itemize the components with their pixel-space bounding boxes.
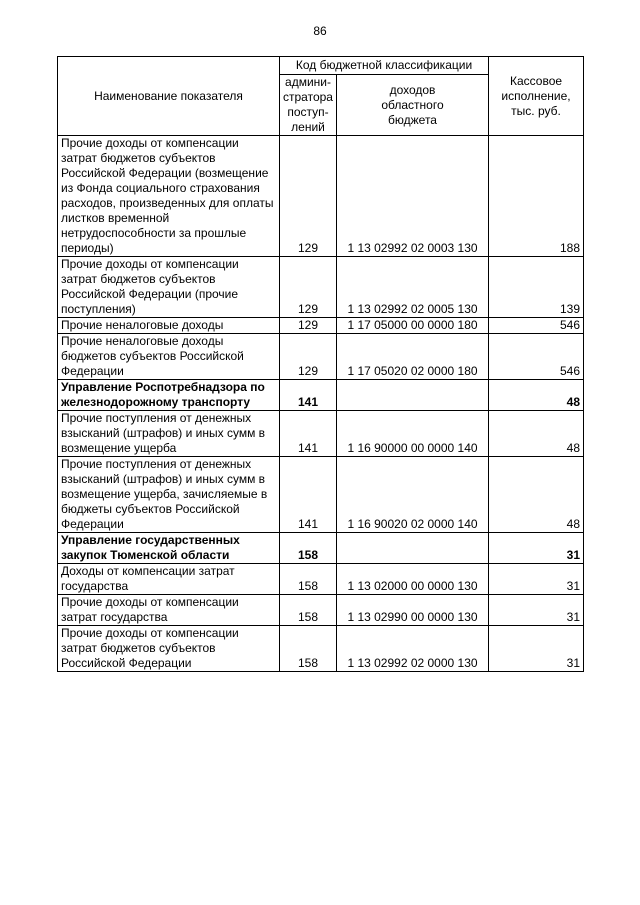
table-header [58, 57, 584, 136]
cell-sum: 31 [489, 533, 584, 564]
cell-admin-code: 129 [280, 136, 337, 257]
cell-name: Прочие доходы от компенсации затрат бюджетов субъектов Российской Федерации (возмещение из Фонда социального страхования расходов, произведенных для оплаты листков временной нетрудоспособности за прошлые периоды) [58, 136, 280, 257]
table-row [58, 533, 584, 564]
cell-income-code [337, 533, 489, 564]
cell-name: Прочие неналоговые доходы бюджетов субъектов Российской Федерации [58, 334, 280, 380]
cell-income-code: 1 17 05020 02 0000 180 [337, 334, 489, 380]
cell-sum: 31 [489, 595, 584, 626]
cell-name: Прочие поступления от денежных взысканий (штрафов) и иных сумм в возмещение ущерба, зачисляемые в бюджеты субъектов Российской Федерации [58, 457, 280, 533]
cell-sum: 546 [489, 334, 584, 380]
cell-admin-code: 158 [280, 533, 337, 564]
cell-admin-code: 158 [280, 626, 337, 672]
cell-name: Управление Роспотребнадзора по железнодорожному транспорту [58, 380, 280, 411]
cell-admin-code: 141 [280, 457, 337, 533]
cell-admin-code: 158 [280, 595, 337, 626]
cell-name: Прочие поступления от денежных взысканий (штрафов) и иных сумм в возмещение ущерба [58, 411, 280, 457]
cell-income-code: 1 13 02992 02 0005 130 [337, 257, 489, 318]
cell-income-code: 1 17 05000 00 0000 180 [337, 318, 489, 334]
table-row [58, 457, 584, 533]
cell-sum: 546 [489, 318, 584, 334]
cell-name: Доходы от компенсации затрат государства [58, 564, 280, 595]
cell-admin-code: 141 [280, 411, 337, 457]
header-classification-group: Код бюджетной классификации [280, 57, 489, 75]
cell-name: Прочие доходы от компенсации затрат бюджетов субъектов Российской Федерации (прочие поступления) [58, 257, 280, 318]
cell-admin-code: 129 [280, 257, 337, 318]
page-number: 86 [313, 24, 327, 38]
cell-name: Прочие доходы от компенсации затрат государства [58, 595, 280, 626]
table-row [58, 257, 584, 318]
table-body [58, 136, 584, 672]
table-row [58, 380, 584, 411]
cell-sum: 48 [489, 411, 584, 457]
cell-sum: 31 [489, 564, 584, 595]
cell-sum: 139 [489, 257, 584, 318]
header-code: доходов областного бюджета [337, 75, 489, 136]
cell-income-code: 1 13 02990 00 0000 130 [337, 595, 489, 626]
cell-income-code: 1 16 90000 00 0000 140 [337, 411, 489, 457]
cell-sum: 48 [489, 457, 584, 533]
cell-income-code: 1 13 02992 02 0000 130 [337, 626, 489, 672]
cell-sum: 48 [489, 380, 584, 411]
table-row [58, 595, 584, 626]
cell-income-code [337, 380, 489, 411]
cell-name: Управление государственных закупок Тюменской области [58, 533, 280, 564]
table-row [58, 411, 584, 457]
cell-sum: 188 [489, 136, 584, 257]
cell-name: Прочие доходы от компенсации затрат бюджетов субъектов Российской Федерации [58, 626, 280, 672]
cell-name: Прочие неналоговые доходы [58, 318, 280, 334]
cell-admin-code: 129 [280, 334, 337, 380]
table-row [58, 136, 584, 257]
table-row [58, 334, 584, 380]
cell-admin-code: 158 [280, 564, 337, 595]
cell-income-code: 1 16 90020 02 0000 140 [337, 457, 489, 533]
cell-sum: 31 [489, 626, 584, 672]
cell-income-code: 1 13 02992 02 0003 130 [337, 136, 489, 257]
header-sum: Кассовое исполнение, тыс. руб. [489, 57, 584, 136]
cell-income-code: 1 13 02000 00 0000 130 [337, 564, 489, 595]
header-name: Наименование показателя [58, 57, 280, 136]
cell-admin-code: 141 [280, 380, 337, 411]
table-row [58, 626, 584, 672]
cell-admin-code: 129 [280, 318, 337, 334]
table-row [58, 318, 584, 334]
table-row [58, 564, 584, 595]
budget-table [57, 56, 584, 672]
header-admin: админи- стратора поступ- лений [280, 75, 337, 136]
